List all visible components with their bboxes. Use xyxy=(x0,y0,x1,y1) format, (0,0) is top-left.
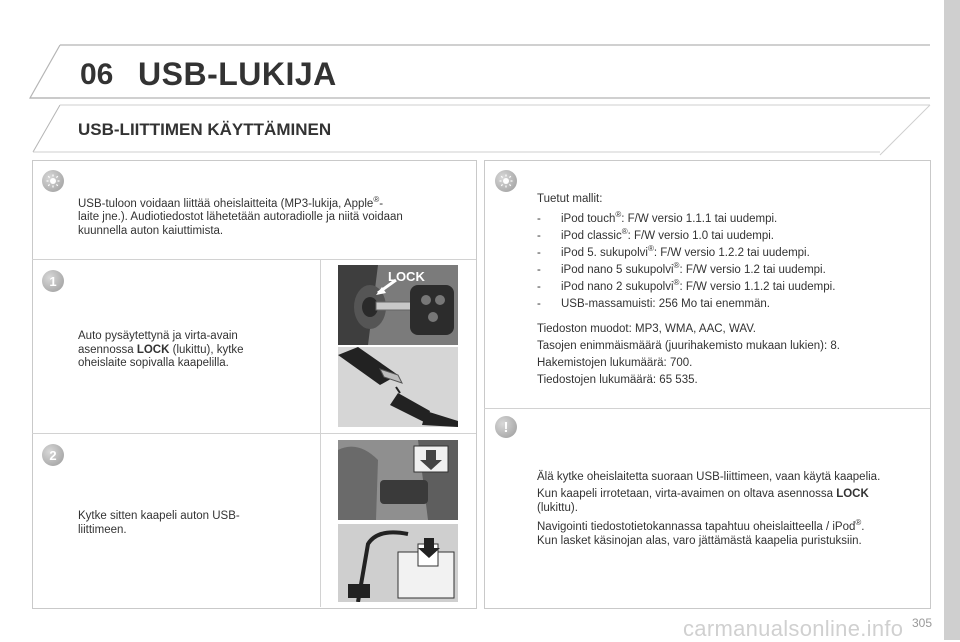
file-count: Tiedostojen lukumäärä: 65 535. xyxy=(537,374,698,386)
left-divider-2 xyxy=(32,433,476,434)
warning-line5: Kun lasket käsinojan alas, varo jättämästä kaapelia puristuksiin. xyxy=(537,535,862,547)
step-1-badge: 1 xyxy=(42,270,64,292)
list-text: iPod nano 5 sukupolvi xyxy=(561,263,674,276)
info-lamp-icon xyxy=(42,170,64,192)
warning-line4-pre: Navigointi tiedostotietokannassa tapahtuu oheislaitteella / iPod xyxy=(537,520,856,533)
intro-line1-end: - xyxy=(379,197,384,210)
reg-mark: ® xyxy=(647,244,654,253)
right-edge-bar xyxy=(944,0,960,640)
list-item xyxy=(537,261,826,276)
list-text-end: : F/W versio 1.2 tai uudempi. xyxy=(679,263,826,276)
reg-mark: ® xyxy=(673,261,680,270)
step-1-line2-post: (lukittu), kytke xyxy=(169,343,244,356)
step-2-line2: liittimeen. xyxy=(78,523,127,536)
chapter-number: 06 xyxy=(80,58,114,91)
step-1-line3: oheislaite sopivalla kaapelilla. xyxy=(78,357,229,369)
warning-line1: Älä kytke oheislaitetta suoraan USB-liittimeen, vaan käytä kaapelia. xyxy=(537,471,881,483)
reg-mark: ® xyxy=(855,518,862,527)
reg-mark: ® xyxy=(621,227,628,236)
warning-icon: ! xyxy=(495,416,517,438)
list-item xyxy=(537,210,777,225)
list-text-end: : F/W versio 1.1.2 tai uudempi. xyxy=(679,280,836,293)
list-text: iPod touch xyxy=(561,212,616,225)
reg-mark: ® xyxy=(615,210,622,219)
warning-line4 xyxy=(537,518,865,533)
list-text: iPod 5. sukupolvi xyxy=(561,246,648,259)
intro-line1: USB-tuloon voidaan liittää oheislaitteita (MP3-lukija, Apple xyxy=(78,197,374,210)
list-text-end: : F/W versio 1.1.1 tai uudempi. xyxy=(621,212,778,225)
right-divider xyxy=(484,408,930,409)
list-item xyxy=(537,295,770,310)
directory-count: Hakemistojen lukumäärä: 700. xyxy=(537,357,693,369)
list-item xyxy=(537,227,774,242)
chapter-title: USB-LUKIJA xyxy=(138,56,337,92)
step-2-text xyxy=(78,510,308,537)
list-dash: - xyxy=(537,229,541,242)
usb-cable-image xyxy=(338,347,458,427)
list-dash: - xyxy=(537,212,541,225)
warning-line2 xyxy=(537,488,869,500)
list-dash: - xyxy=(537,263,541,276)
list-item xyxy=(537,244,810,259)
armrest-image xyxy=(338,440,458,520)
ignition-key-image xyxy=(338,265,458,345)
intro-line2: laite jne.). Audiotiedostot lähetetään autoradiolle ja niitä voidaan xyxy=(78,211,403,224)
step-1-line2-pre: asennossa xyxy=(78,343,137,356)
supported-heading: Tuetut mallit: xyxy=(537,193,603,205)
intro-text xyxy=(78,193,458,238)
step-1-lock-word: LOCK xyxy=(136,343,170,356)
usb-connector-image xyxy=(338,524,458,602)
step-1-line1: Auto pysäytettynä ja virta-avain xyxy=(78,330,238,342)
step-1-text xyxy=(78,330,308,371)
list-item xyxy=(537,278,835,293)
list-text: iPod nano 2 sukupolvi xyxy=(561,280,674,293)
warning-lock-word: LOCK xyxy=(836,488,869,500)
list-text: iPod classic xyxy=(561,229,622,242)
step-2-badge: 2 xyxy=(42,444,64,466)
left-divider-1 xyxy=(32,259,476,260)
step-2-line1: Kytke sitten kaapeli auton USB- xyxy=(78,510,240,522)
watermark: carmanualsonline.info xyxy=(683,616,904,641)
warning-line2-pre: Kun kaapeli irrotetaan, virta-avaimen on oltava asennossa xyxy=(537,488,837,500)
file-formats: Tiedoston muodot: MP3, WMA, AAC, WAV. xyxy=(537,323,757,335)
reg-mark: ® xyxy=(373,195,380,204)
intro-line3: kuunnella auton kaiuttimista. xyxy=(78,224,224,237)
warning-line3: (lukittu). xyxy=(537,502,578,514)
page-number: 305 xyxy=(912,616,933,630)
list-dash: - xyxy=(537,297,541,310)
section-title: USB-LIITTIMEN KÄYTTÄMINEN xyxy=(78,120,332,139)
list-text-end: : F/W versio 1.0 tai uudempi. xyxy=(627,229,774,242)
reg-mark: ® xyxy=(673,278,680,287)
list-dash: - xyxy=(537,246,541,259)
info-lamp-icon xyxy=(495,170,517,192)
list-dash: - xyxy=(537,280,541,293)
list-text-end: : F/W versio 1.2.2 tai uudempi. xyxy=(653,246,810,259)
max-levels: Tasojen enimmäismäärä (juurihakemisto mukaan lukien): 8. xyxy=(537,340,840,352)
list-text: USB-massamuisti: 256 Mo tai enemmän. xyxy=(561,297,770,310)
lock-position-label: LOCK xyxy=(388,269,425,284)
warning-line4-end: . xyxy=(861,520,865,533)
left-image-column-divider xyxy=(320,259,321,607)
